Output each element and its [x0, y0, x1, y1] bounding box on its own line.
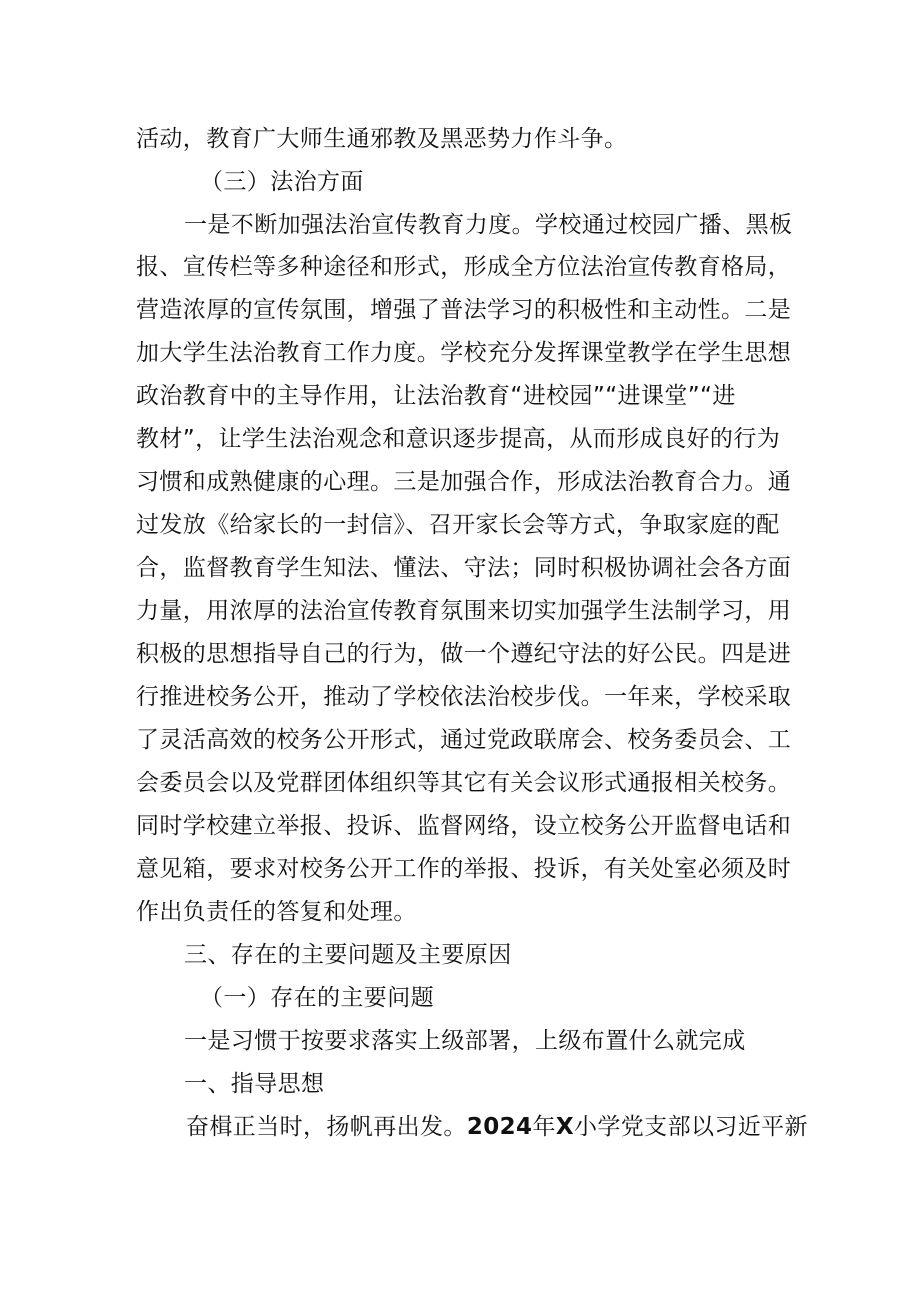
section-heading-problems: 三、存在的主要问题及主要原因: [184, 942, 512, 968]
text-line-8: 教材”，让学生法治观念和意识逐步提高，从而形成良好的行为: [136, 426, 781, 452]
last-line-part5: 小学党支部以习近平新: [573, 1114, 808, 1140]
text-line-14: 行推进校务公开，推动了学校依法治校步伐。一年来，学校采取: [136, 684, 792, 710]
text-line-15: 了灵活高效的校务公开形式，通过党政联席会、校务委员会、工: [136, 727, 792, 753]
text-line-6: 加大学生法治教育工作力度。学校充分发挥课堂教学在学生思想: [136, 340, 792, 366]
text-line-11: 合，监督教育学生知法、懂法、守法；同时积极协调社会各方面: [136, 555, 792, 581]
text-line-7: 政治教育中的主导作用，让法治教育“进校园”“进课堂”“进: [136, 383, 736, 409]
subsection-heading-problems: （一）存在的主要问题: [200, 985, 434, 1011]
section-heading-law: （三）法治方面: [200, 169, 364, 195]
section-heading-guiding-thought: 一、指导思想: [184, 1071, 325, 1097]
year-bold: 2024: [466, 1114, 533, 1140]
text-line-12: 力量，用浓厚的法治宣传教育氛围来切实加强学生法制学习，用: [136, 598, 792, 624]
text-line-4: 报、宣传栏等多种途径和形式，形成全方位法治宣传教育格局，: [136, 254, 792, 280]
text-line-19: 作出负责任的答复和处理。: [136, 899, 417, 925]
text-line-22: 一是习惯于按要求落实上级部署，上级布置什么就完成: [184, 1028, 746, 1054]
text-line-13: 积极的思想指导自己的行为，做一个遵纪守法的好公民。四是进: [136, 641, 792, 667]
last-line-part3: 年: [532, 1114, 556, 1140]
text-line-18: 意见箱，要求对校务公开工作的举报、投诉，有关处室必须及时: [136, 856, 792, 882]
text-line-16: 会委员会以及党群团体组织等其它有关会议形式通报相关校务。: [136, 770, 792, 796]
text-line-9: 习惯和成熟健康的心理。三是加强合作，形成法治教育合力。通: [136, 469, 792, 495]
text-line-1: 活动，教育广大师生通邪教及黑恶势力作斗争。: [136, 126, 628, 152]
text-line-5: 营造浓厚的宣传氛围，增强了普法学习的积极性和主动性。二是: [136, 297, 792, 323]
text-line-3: 一是不断加强法治宣传教育力度。学校通过校园广播、黑板: [184, 212, 793, 238]
last-line-part1: 奋楫正当时，扬帆再出发。: [186, 1114, 467, 1140]
text-line-last: [186, 1112, 808, 1142]
text-line-17: 同时学校建立举报、投诉、监督网络，设立校务公开监督电话和: [136, 813, 792, 839]
school-letter-bold: X: [555, 1114, 574, 1140]
text-line-10: 过发放《给家长的一封信》、召开家长会等方式，争取家庭的配: [136, 512, 780, 538]
